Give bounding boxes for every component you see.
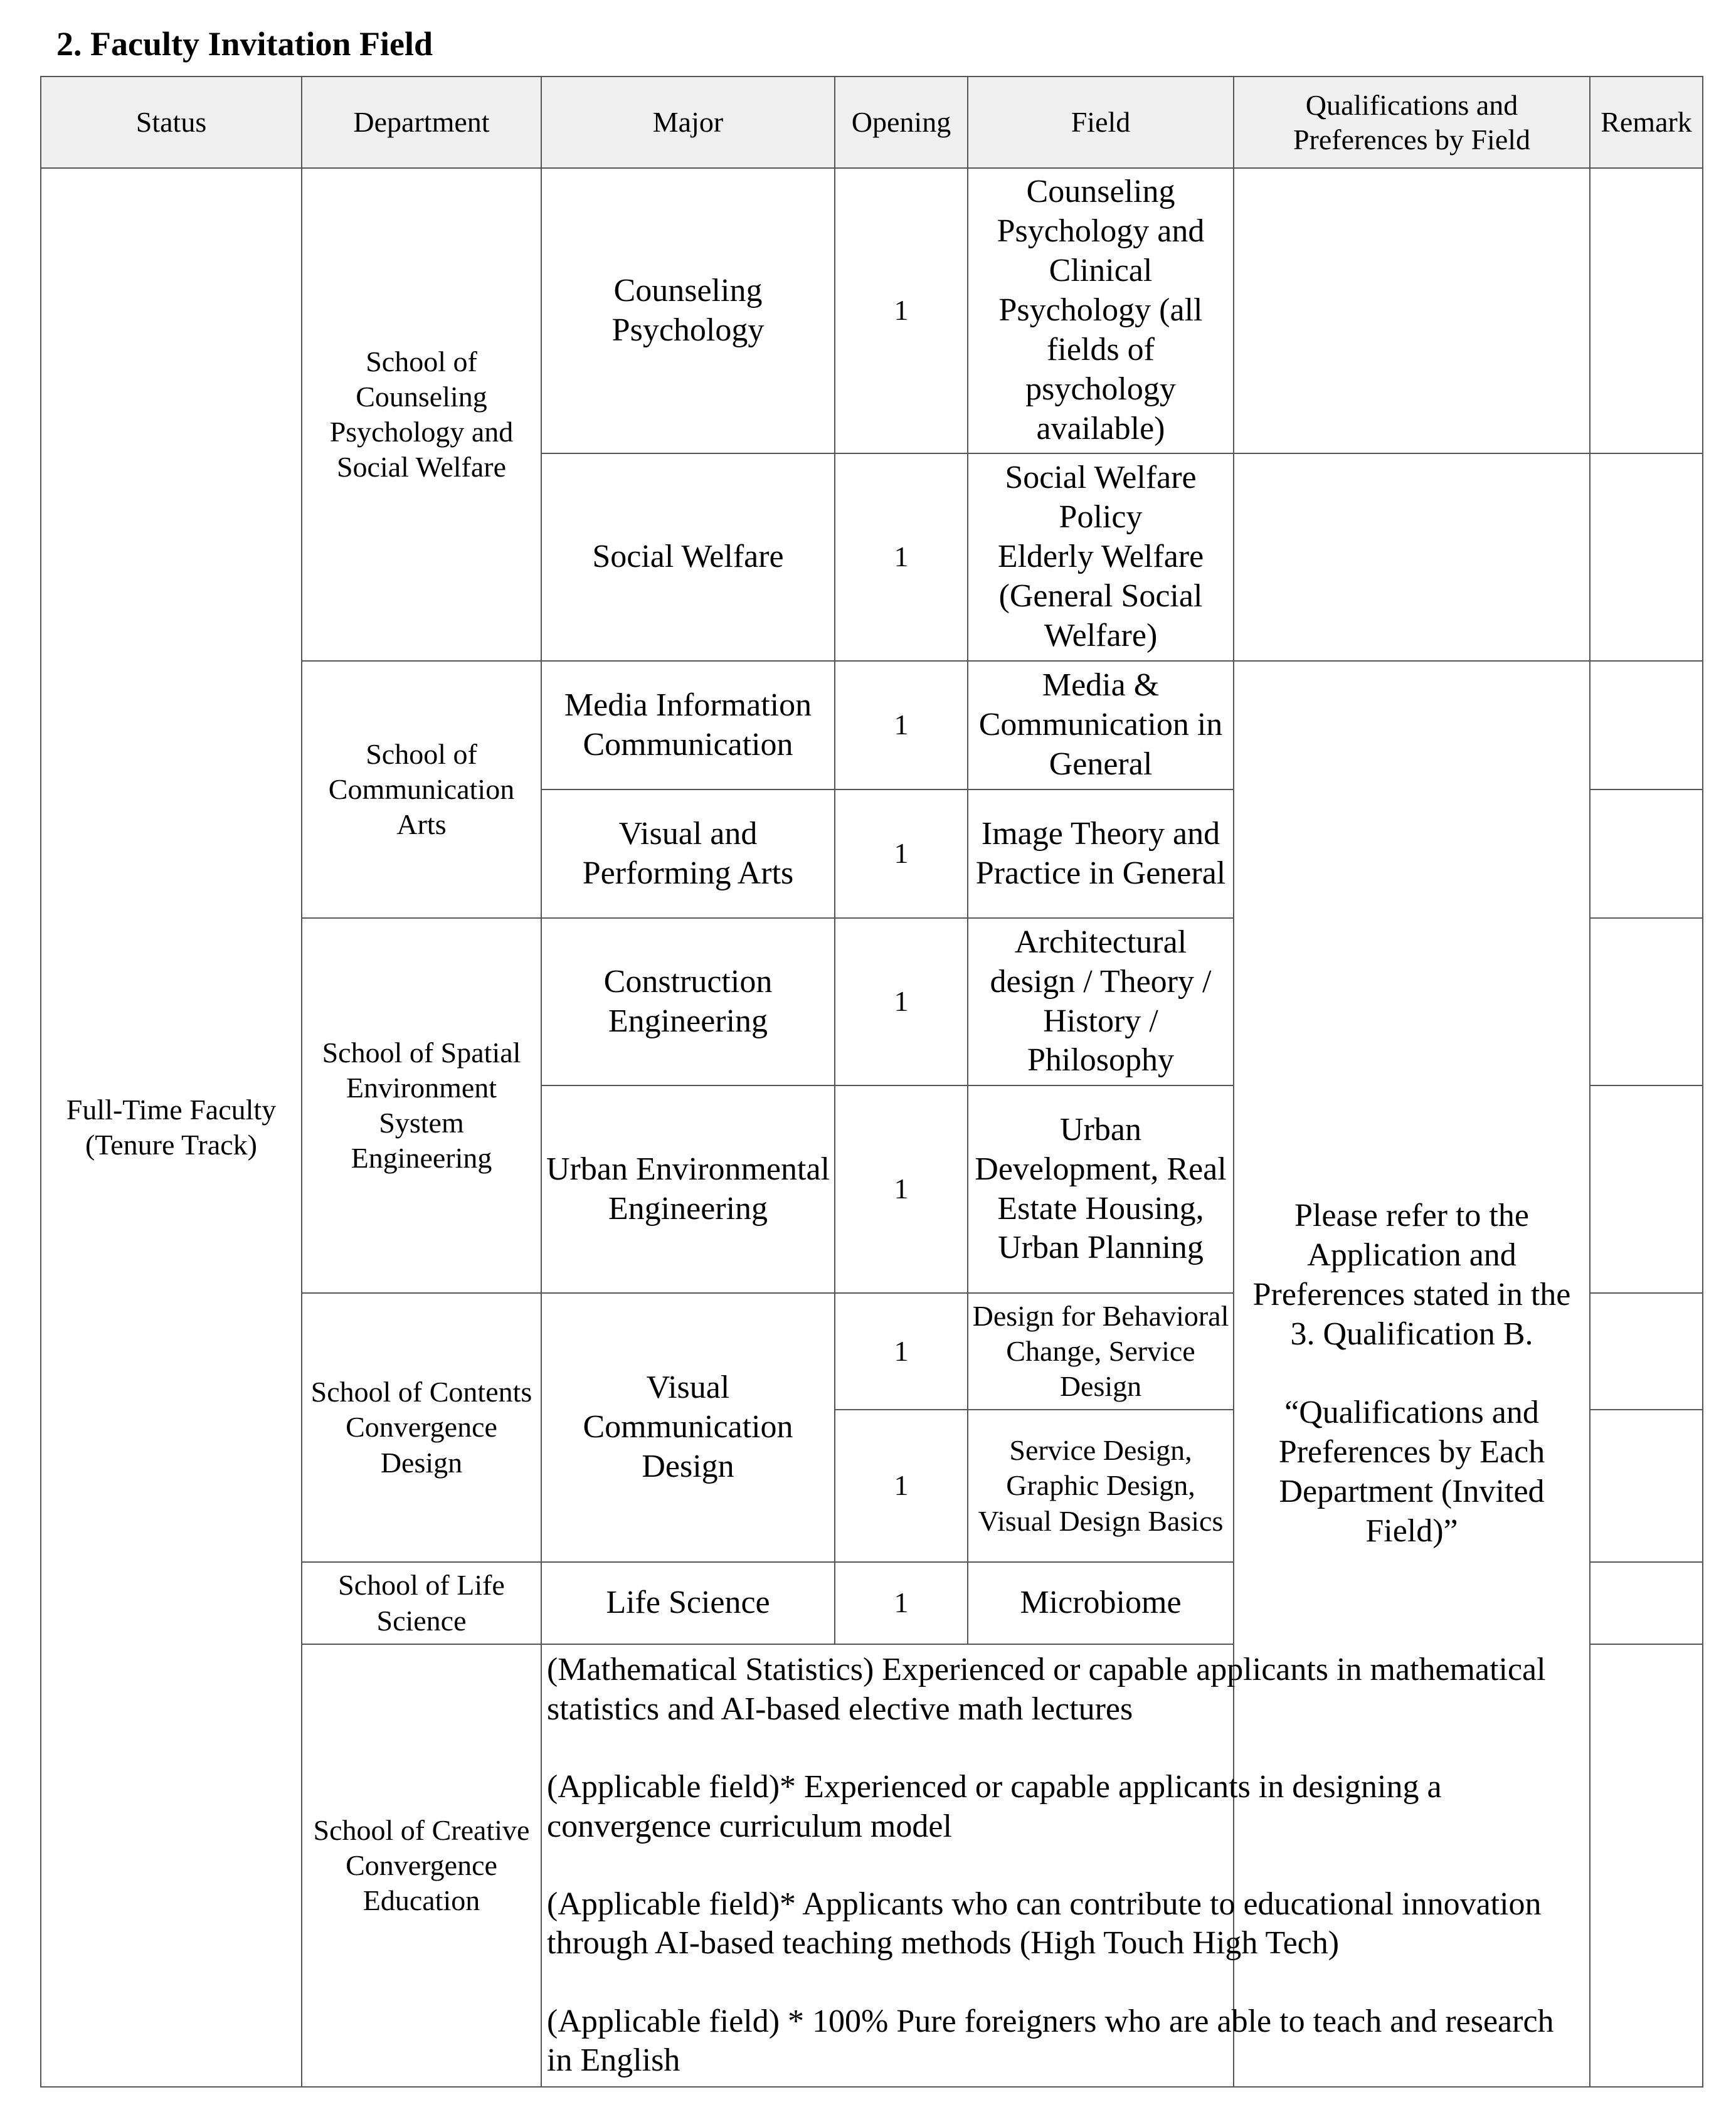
field-cell: Service Design, Graphic Design, Visual Design Basics: [968, 1410, 1234, 1562]
refer-note-line1: Please refer to the Application and Preferences stated in the 3. Qualification B.: [1252, 1198, 1571, 1353]
opening-cell: 1: [835, 789, 968, 918]
header-major: Major: [541, 77, 835, 168]
section-heading: 2. Faculty Invitation Field: [56, 25, 433, 63]
field-cell: Urban Development, Real Estate Housing, Urban Planning: [968, 1085, 1234, 1293]
header-opening: Opening: [835, 77, 968, 168]
remark-cell: [1590, 789, 1703, 918]
creative-note-4: (Applicable field) * 100% Pure foreigners who are able to teach and research in English: [547, 2003, 1554, 2079]
department-cell: School of Counseling Psychology and Social Welfare: [302, 168, 541, 661]
remark-cell: [1590, 918, 1703, 1085]
major-cell: Visual Communication Design: [541, 1293, 835, 1562]
major-cell: Media Information Communication: [541, 661, 835, 789]
header-field: Field: [968, 77, 1234, 168]
field-cell: Counseling Psychology and Clinical Psychology (all fields of psychology available): [968, 168, 1234, 453]
remark-cell: [1590, 168, 1703, 453]
opening-cell: 1: [835, 661, 968, 789]
opening-cell: 1: [835, 918, 968, 1085]
header-qualifications: Qualifications and Preferences by Field: [1234, 77, 1590, 168]
status-cell: Full-Time Faculty (Tenure Track): [41, 168, 302, 2087]
remark-cell: [1590, 453, 1703, 661]
creative-notes-cell: [541, 1644, 1590, 2087]
opening-cell: 1: [835, 1293, 968, 1410]
header-row: [41, 77, 1703, 168]
header-remark: Remark: [1590, 77, 1703, 168]
remark-cell: [1590, 1293, 1703, 1410]
department-cell: School of Communication Arts: [302, 661, 541, 918]
remark-cell: [1590, 1644, 1703, 2087]
opening-cell: 1: [835, 168, 968, 453]
field-cell: Social Welfare Policy Elderly Welfare (General Social Welfare): [968, 453, 1234, 661]
major-cell: Life Science: [541, 1562, 835, 1644]
qualifications-cell: [1234, 168, 1590, 453]
remark-cell: [1590, 1085, 1703, 1293]
major-cell: Visual and Performing Arts: [541, 789, 835, 918]
creative-note-2: (Applicable field)* Experienced or capable applicants in designing a convergence curriculum model: [547, 1769, 1442, 1844]
major-cell: Urban Environmental Engineering: [541, 1085, 835, 1293]
department-cell: School of Life Science: [302, 1562, 541, 1644]
header-department: Department: [302, 77, 541, 168]
remark-cell: [1590, 1562, 1703, 1644]
qualifications-cell: [1234, 453, 1590, 661]
major-cell: Counseling Psychology: [541, 168, 835, 453]
field-cell: Image Theory and Practice in General: [968, 789, 1234, 918]
major-cell: Social Welfare: [541, 453, 835, 661]
faculty-invitation-table: [40, 76, 1703, 2088]
opening-cell: 1: [835, 1562, 968, 1644]
opening-cell: 1: [835, 453, 968, 661]
creative-note-1: (Mathematical Statistics) Experienced or capable applicants in mathematical statistics and AI-based elective math lectures: [547, 1652, 1546, 1727]
major-cell: Construction Engineering: [541, 918, 835, 1085]
field-cell: Design for Behavioral Change, Service Design: [968, 1293, 1234, 1410]
remark-cell: [1590, 1410, 1703, 1562]
field-cell: Microbiome: [968, 1562, 1234, 1644]
opening-cell: 1: [835, 1085, 968, 1293]
department-cell: School of Spatial Environment System Engineering: [302, 918, 541, 1293]
table-row: [41, 168, 1703, 453]
field-cell: Architectural design / Theory / History / Philosophy: [968, 918, 1234, 1085]
department-cell: School of Creative Convergence Education: [302, 1644, 541, 2087]
opening-cell: 1: [835, 1410, 968, 1562]
header-status: Status: [41, 77, 302, 168]
creative-note-3: (Applicable field)* Applicants who can contribute to educational innovation through AI-based teaching methods (High Touch High Tech): [547, 1886, 1542, 1961]
department-cell: School of Contents Convergence Design: [302, 1293, 541, 1562]
refer-note-line2: “Qualifications and Preferences by Each Department (Invited Field)”: [1278, 1395, 1545, 1549]
field-cell: Media & Communication in General: [968, 661, 1234, 789]
remark-cell: [1590, 661, 1703, 789]
